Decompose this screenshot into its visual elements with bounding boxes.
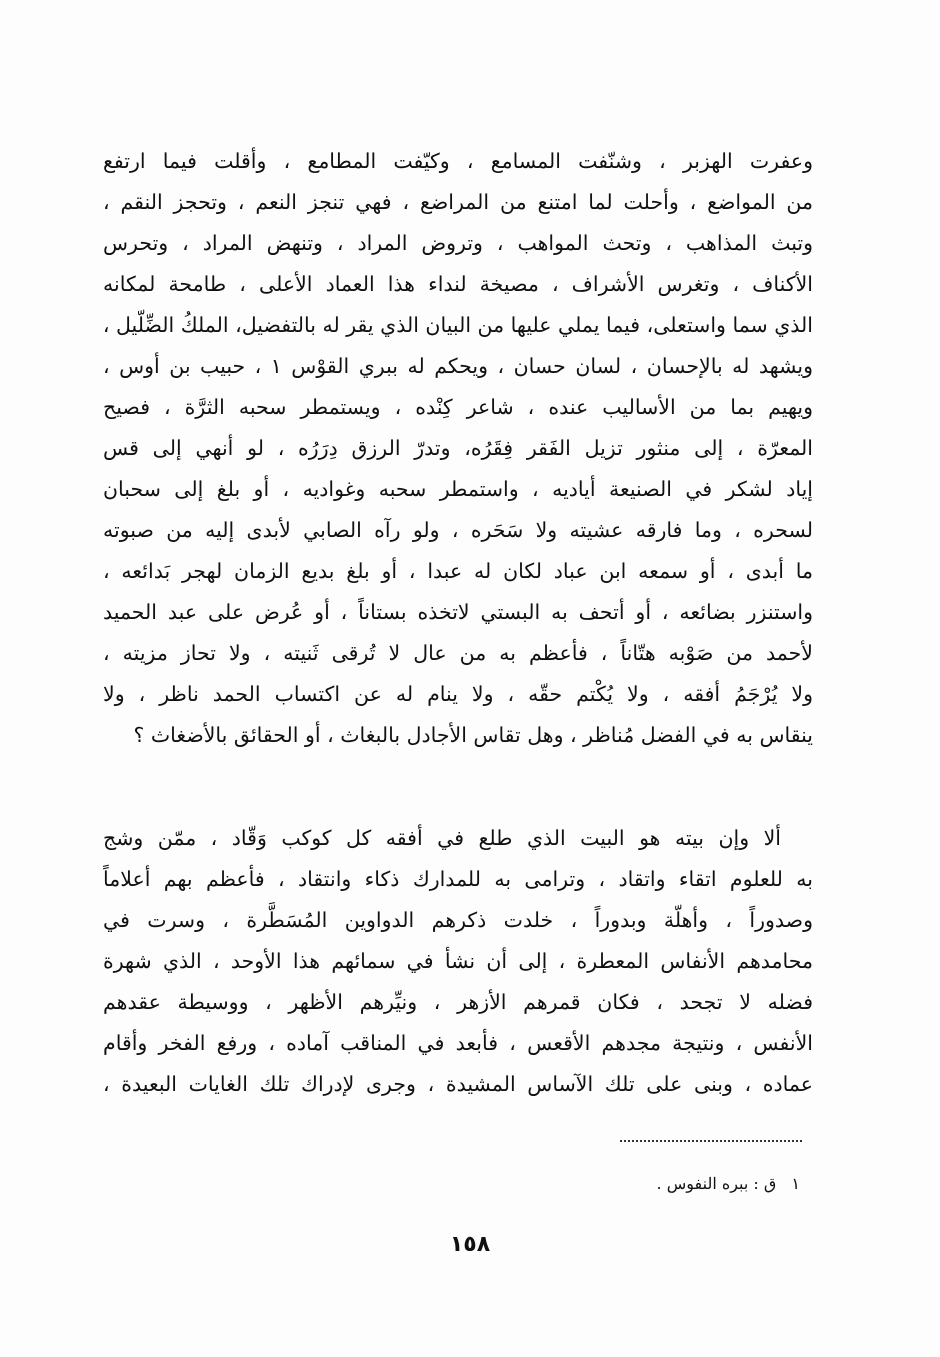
text-line: محامدهم الأنفاس المعطرة ، إلى أن نشأ في سمائهم هذا الأوحد ، الذي شهرة xyxy=(103,949,813,973)
text-line: الذي سما واستعلى، فيما يملي عليها من البيان الذي يقر له بالتفضيل، الملكُ الضِّلّيل ، xyxy=(103,313,813,337)
footnote-number: ١ xyxy=(791,1174,800,1193)
text-line: ألا وإن بيته هو البيت الذي طلع في أفقه كل كوكب وَقّاد ، ممّن وشج xyxy=(103,826,781,850)
text-line: وصدوراً ، وأهلّة وبدوراً ، خلدت ذكرهم الدواوين المُسَطَّرة ، وسرت في xyxy=(103,908,813,932)
footnote-text: ق : ببره النفوس . xyxy=(656,1174,777,1193)
text-line: الأكناف ، وتغرس الأشراف ، مصيخة لنداء هذا العماد الأعلى ، طامحة لمكانه xyxy=(103,272,813,296)
page-number: ١٥٨ xyxy=(449,1232,491,1257)
text-line: واستنزر بضائعه ، أو أتحف به البستي لاتخذه بستاناً ، أو عُرض على عبد الحميد xyxy=(103,600,813,624)
text-line: من المواضع ، وأحلت لما امتنع من المراضع ، فهي تنجز النعم ، وتحجز النقم ، xyxy=(103,190,813,214)
text-line: عماده ، وبنى على تلك الآساس المشيدة ، وجرى لإدراك تلك الغايات البعيدة ، xyxy=(103,1072,813,1096)
text-line: ولا يُرْجَمُ أفقه ، ولا يُكْتم حقّه ، ولا ينام له عن اكتساب الحمد ناظر ، ولا xyxy=(103,682,813,706)
text-line: لأحمد من صَوْبه هتّاناً ، فأعظم به من عال لا تُرقى ثَنيته ، ولا تحاز مزيته ، xyxy=(103,641,813,665)
text-line: ويهيم بما من الأساليب عنده ، شاعر كِنْده ، ويستمطر سحبه الثرَّة ، فصيح xyxy=(103,395,813,419)
text-line: إياد لشكر في الصنيعة أياديه ، واستمطر سحبه وغواديه ، أو بلغ إلى سحبان xyxy=(103,477,813,501)
footnote xyxy=(560,1170,800,1198)
text-line: وتبث المذاهب ، وتحث المواهب ، وتروض المراد ، وتنهض المراد ، وتحرس xyxy=(103,231,813,255)
text-line: وعفرت الهزبر ، وشنّفت المسامع ، وكيّفت المطامع ، وأقلت فيما ارتفع xyxy=(103,149,813,173)
text-line: به للعلوم اتقاء واتقاد ، وترامى به للمدارك ذكاء وانتقاد ، فأعظم بهم أعلاماً xyxy=(103,867,813,891)
text-line: ويشهد له بالإحسان ، لسان حسان ، ويحكم له ببري القوْس ١ ، حبيب بن أوس ، xyxy=(103,354,813,378)
footnote-divider xyxy=(620,1140,802,1142)
text-line: المعرّة ، إلى منثور تزيل الفَقر فِقَرُه، وتدرّ الرزق دِرَرُه ، لو أنهي إلى قس xyxy=(103,436,813,460)
paragraph-1 xyxy=(103,141,813,756)
paragraph-2 xyxy=(103,818,813,1105)
text-line: ينقاس به في الفضل مُناظر ، وهل تقاس الأجادل بالبغاث ، أو الحقائق بالأضغاث ؟ xyxy=(133,723,813,747)
text-line: فضله لا تجحد ، فكان قمرهم الأزهر ، ونيِّرهم الأظهر ، ووسيطة عقدهم xyxy=(103,990,813,1014)
text-line: ما أبدى ، أو سمعه ابن عباد لكان له عبدا ، أو بلغ بديع الزمان لهجر بَدائعه ، xyxy=(103,559,813,583)
text-line: لسحره ، وما فارقه عشيته ولا سَحَره ، ولو رآه الصابي لأبدى إليه من صبوته xyxy=(103,518,813,542)
text-line: الأنفس ، ونتيجة مجدهم الأقعس ، فأبعد في المناقب آماده ، ورفع الفخر وأقام xyxy=(103,1031,813,1055)
